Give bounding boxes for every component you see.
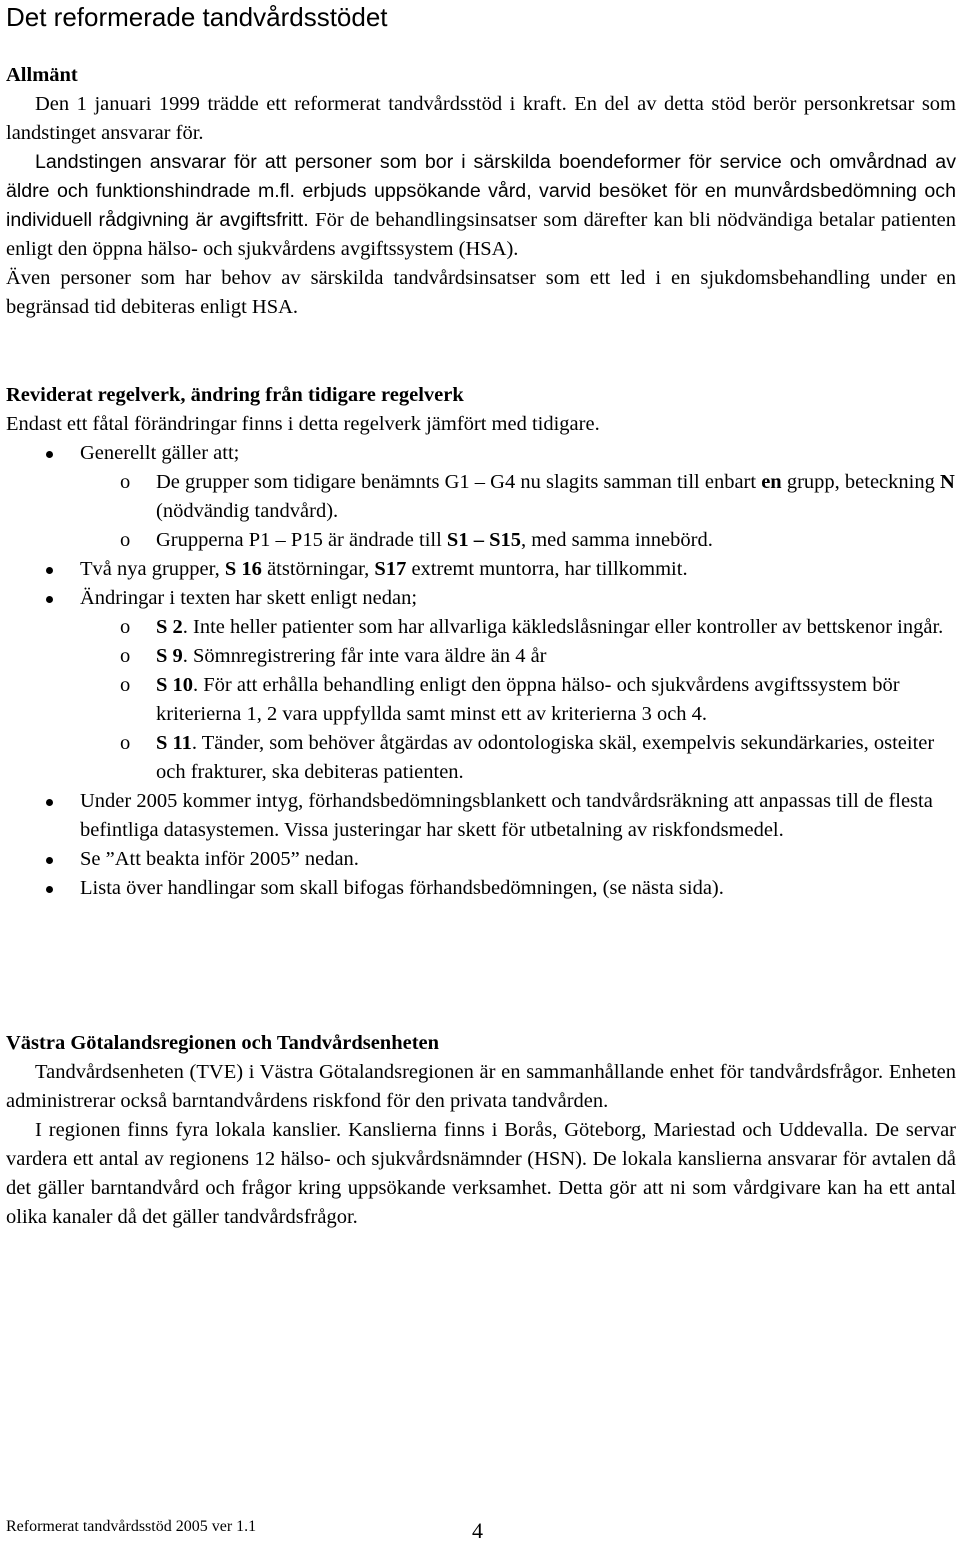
sub-bullet-icon: o (120, 529, 131, 551)
sub-list-item (6, 642, 956, 671)
list-item (6, 439, 956, 555)
bullet-icon (46, 886, 53, 893)
list-item-bold: S 16 (224, 558, 262, 580)
sub-list-item (6, 468, 956, 526)
list-item-text: Lista över handlingar som skall bifogas förhandsbedömningen, (se nästa sida). (80, 877, 724, 899)
allmant-paragraph-2-text: Landstingen ansvarar för att personer som bor i särskilda boendeformer för service och omvårdnad av äldre och funktionshindrade m.fl. erbjuds uppsökande vård, varvid besöket för en munvårdsbedömning och individuell rådgivning är avgiftsfritt. (6, 151, 956, 231)
section-reviderat (6, 381, 956, 903)
reviderat-list (6, 439, 956, 903)
allmant-paragraph-2 (6, 148, 956, 264)
heading-reviderat: Reviderat regelverk, ändring från tidigare regelverk (6, 384, 464, 406)
sub-item-text: . För att erhålla behandling enligt den öppna hälso- och sjukvårdens avgiftssystem bör kriterierna 1, 2 vara uppfyllda samt minst ett av kriterierna 3 och 4. (156, 674, 900, 725)
list-item (6, 787, 956, 845)
section-allmant (6, 61, 956, 322)
sub-bullet-icon: o (120, 616, 131, 638)
vgr-paragraph-1: Tandvårdsenheten (TVE) i Västra Götalandsregionen är en sammanhållande enhet för tandvårdsfrågor. Enheten administrerar också barntandvårdens riskfond för den privata tandvården. (6, 1061, 956, 1112)
list-item-text: ätstörningar, (261, 558, 375, 580)
footer-document-title: Reformerat tandvårdsstöd 2005 ver 1.1 (6, 1518, 257, 1535)
bullet-icon (46, 857, 53, 864)
sub-list-item (6, 671, 956, 729)
sub-item-text: . Sömnregistrering får inte vara äldre än 4 år (182, 645, 547, 667)
list-item (6, 845, 956, 874)
sub-list-item (6, 729, 956, 787)
list-item (6, 874, 956, 903)
sub-item-bold: N (939, 471, 955, 493)
sub-list-item (6, 526, 956, 555)
bullet-icon (46, 596, 53, 603)
page-title: Det reformerade tandvårdsstödet (6, 2, 388, 32)
sub-item-bold: en (761, 471, 782, 493)
sub-bullet-icon: o (120, 471, 131, 493)
sub-list (80, 468, 956, 555)
sub-item-text: Grupperna P1 – P15 är ändrade till (156, 529, 447, 551)
list-item (6, 584, 956, 787)
list-item-bold: S17 (374, 558, 407, 580)
reviderat-intro: Endast ett fåtal förändringar finns i detta regelverk jämfört med tidigare. (6, 413, 600, 435)
sub-item-text: , med samma innebörd. (520, 529, 713, 551)
bullet-icon (46, 567, 53, 574)
allmant-paragraph-1: Den 1 januari 1999 trädde ett reformerat tandvårdsstöd i kraft. En del av detta stöd berör personkretsar som landstinget ansvarar för. (6, 93, 956, 144)
list-item-text: Ändringar i texten har skett enligt nedan; (80, 587, 418, 609)
heading-vgr: Västra Götalandsregionen och Tandvårdsenheten (6, 1032, 440, 1054)
sub-bullet-icon: o (120, 645, 131, 667)
list-item-text: Under 2005 kommer intyg, förhandsbedömningsblankett och tandvårdsräkning att anpassas till de flesta befintliga datasystemen. Vissa justeringar har skett för utbetalning av riskfondsmedel. (80, 790, 933, 841)
vgr-paragraph-2: I regionen finns fyra lokala kanslier. Kanslierna finns i Borås, Göteborg, Mariestad och Uddevalla. De servar vardera ett antal av regionens 12 hälso- och sjukvårdsnämnder (HSN). De lokala kanslierna ansvarar för avtalen då det gäller barntandvård och frågor kring uppsökande verksamhet. Detta gör att ni som vårdgivare kan ha ett antal olika kanaler då det gäller tandvårdsfrågor. (6, 1119, 956, 1228)
heading-allmant: Allmänt (6, 64, 78, 86)
sub-item-bold: S 2 (156, 616, 183, 638)
list-item-text: extremt muntorra, har tillkommit. (406, 558, 688, 580)
bullet-icon (46, 799, 53, 806)
footer-page-number: 4 (472, 1518, 483, 1543)
sub-item-bold: S1 – S15 (446, 529, 521, 551)
sub-bullet-icon: o (120, 674, 131, 696)
allmant-paragraph-3: Även personer som har behov av särskilda tandvårdsinsatser som ett led i en sjukdomsbehandling under en begränsad tid debiteras enligt HSA. (6, 267, 956, 318)
sub-item-text: . Inte heller patienter som har allvarliga käkledslåsningar eller kontroller av bettskenor ingår. (182, 616, 944, 638)
list-item-text: Generellt gäller att; (80, 442, 240, 464)
sub-item-bold: S 10 (156, 674, 194, 696)
list-item-text: Två nya grupper, (80, 558, 225, 580)
sub-item-text: De grupper som tidigare benämnts G1 – G4 nu slagits samman till enbart (156, 471, 762, 493)
section-vgr (6, 1029, 956, 1232)
list-item-text: Se ”Att beakta inför 2005” nedan. (80, 848, 359, 870)
sub-item-text: grupp, beteckning (781, 471, 940, 493)
sub-item-text: (nödvändig tandvård). (156, 500, 339, 522)
sub-item-text: . Tänder, som behöver åtgärdas av odontologiska skäl, exempelvis sekundärkaries, osteiter och frakturer, ska debiteras patienten. (156, 732, 935, 783)
allmant-paragraph-2b-text: För de behandlingsinsatser som därefter kan bli nödvändiga betalar patienten enligt den öppna hälso- och sjukvårdens avgiftssystem (HSA). (6, 209, 956, 260)
bullet-icon (46, 451, 53, 458)
sub-list-item (6, 613, 956, 642)
sub-item-bold: S 11 (156, 732, 192, 754)
list-item (6, 555, 956, 584)
sub-list (80, 613, 956, 787)
sub-bullet-icon: o (120, 732, 131, 754)
sub-item-bold: S 9 (156, 645, 183, 667)
